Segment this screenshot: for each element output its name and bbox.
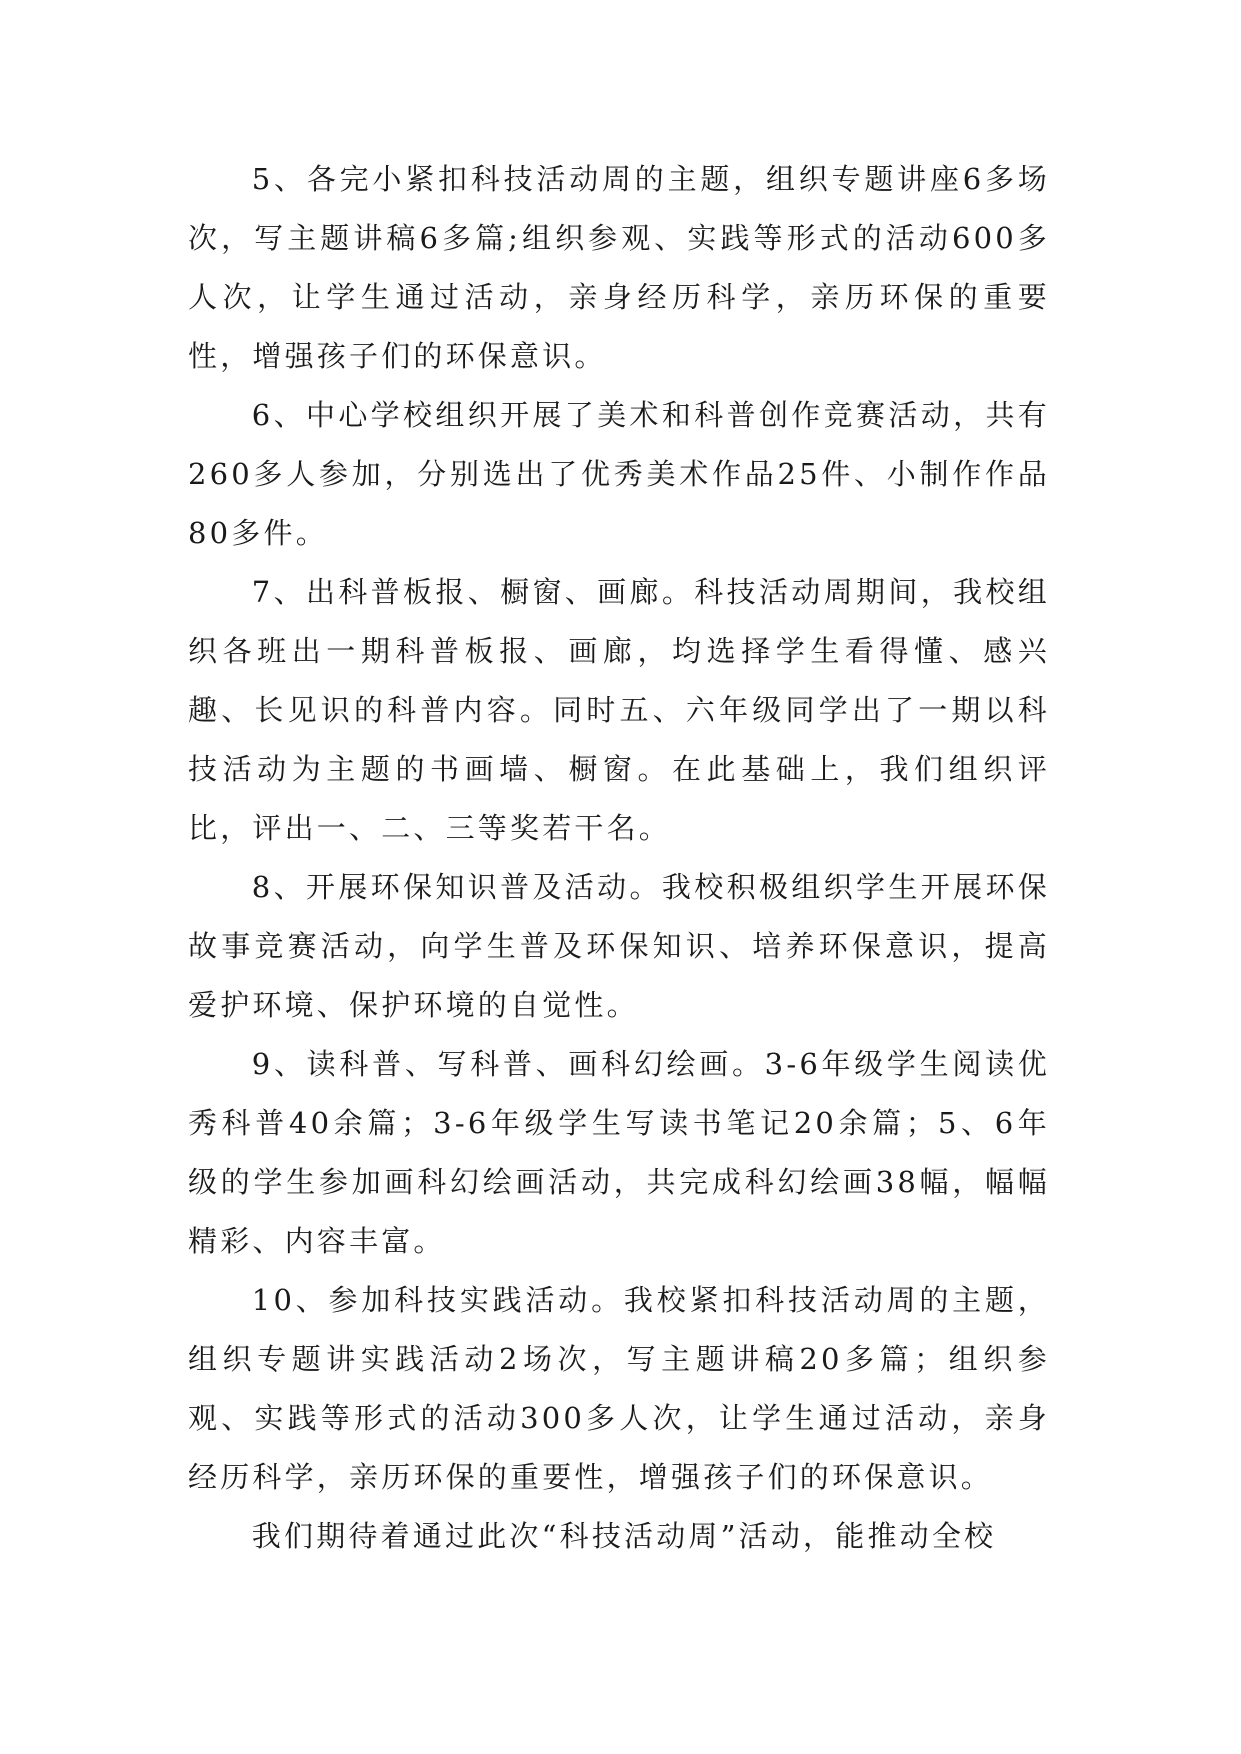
paragraph-6: 6、中心学校组织开展了美术和科普创作竞赛活动，共有260多人参加，分别选出了优秀美术作品25件、小制作作品80多件。 [188, 398, 1050, 550]
paragraph-10: 10、参加科技实践活动。我校紧扣科技活动周的主题，组织专题讲实践活动2场次，写主题讲稿20多篇；组织参观、实践等形式的活动300多人次，让学生通过活动，亲身经历科学，亲历环保的重要性，增强孩子们的环保意识。 [188, 1283, 1050, 1494]
paragraph-8: 8、开展环保知识普及活动。我校积极组织学生开展环保故事竞赛活动，向学生普及环保知识、培养环保意识，提高爱护环境、保护环境的自觉性。 [188, 870, 1050, 1022]
document-body [188, 150, 1050, 1566]
paragraph-9: 9、读科普、写科普、画科幻绘画。3-6年级学生阅读优秀科普40余篇；3-6年级学生写读书笔记20余篇；5、6年级的学生参加画科幻绘画活动，共完成科幻绘画38幅，幅幅精彩、内容丰富。 [188, 1047, 1050, 1258]
paragraph-7: 7、出科普板报、橱窗、画廊。科技活动周期间，我校组织各班出一期科普板报、画廊，均选择学生看得懂、感兴趣、长见识的科普内容。同时五、六年级同学出了一期以科技活动为主题的书画墙、橱窗。在此基础上，我们组织评比，评出一、二、三等奖若干名。 [188, 575, 1050, 845]
paragraph-closing: 我们期待着通过此次“科技活动周”活动，能推动全校 [251, 1519, 997, 1553]
paragraph-5: 5、各完小紧扣科技活动周的主题，组织专题讲座6多场次，写主题讲稿6多篇;组织参观、实践等形式的活动600多人次，让学生通过活动，亲身经历科学，亲历环保的重要性，增强孩子们的环保意识。 [188, 162, 1050, 373]
